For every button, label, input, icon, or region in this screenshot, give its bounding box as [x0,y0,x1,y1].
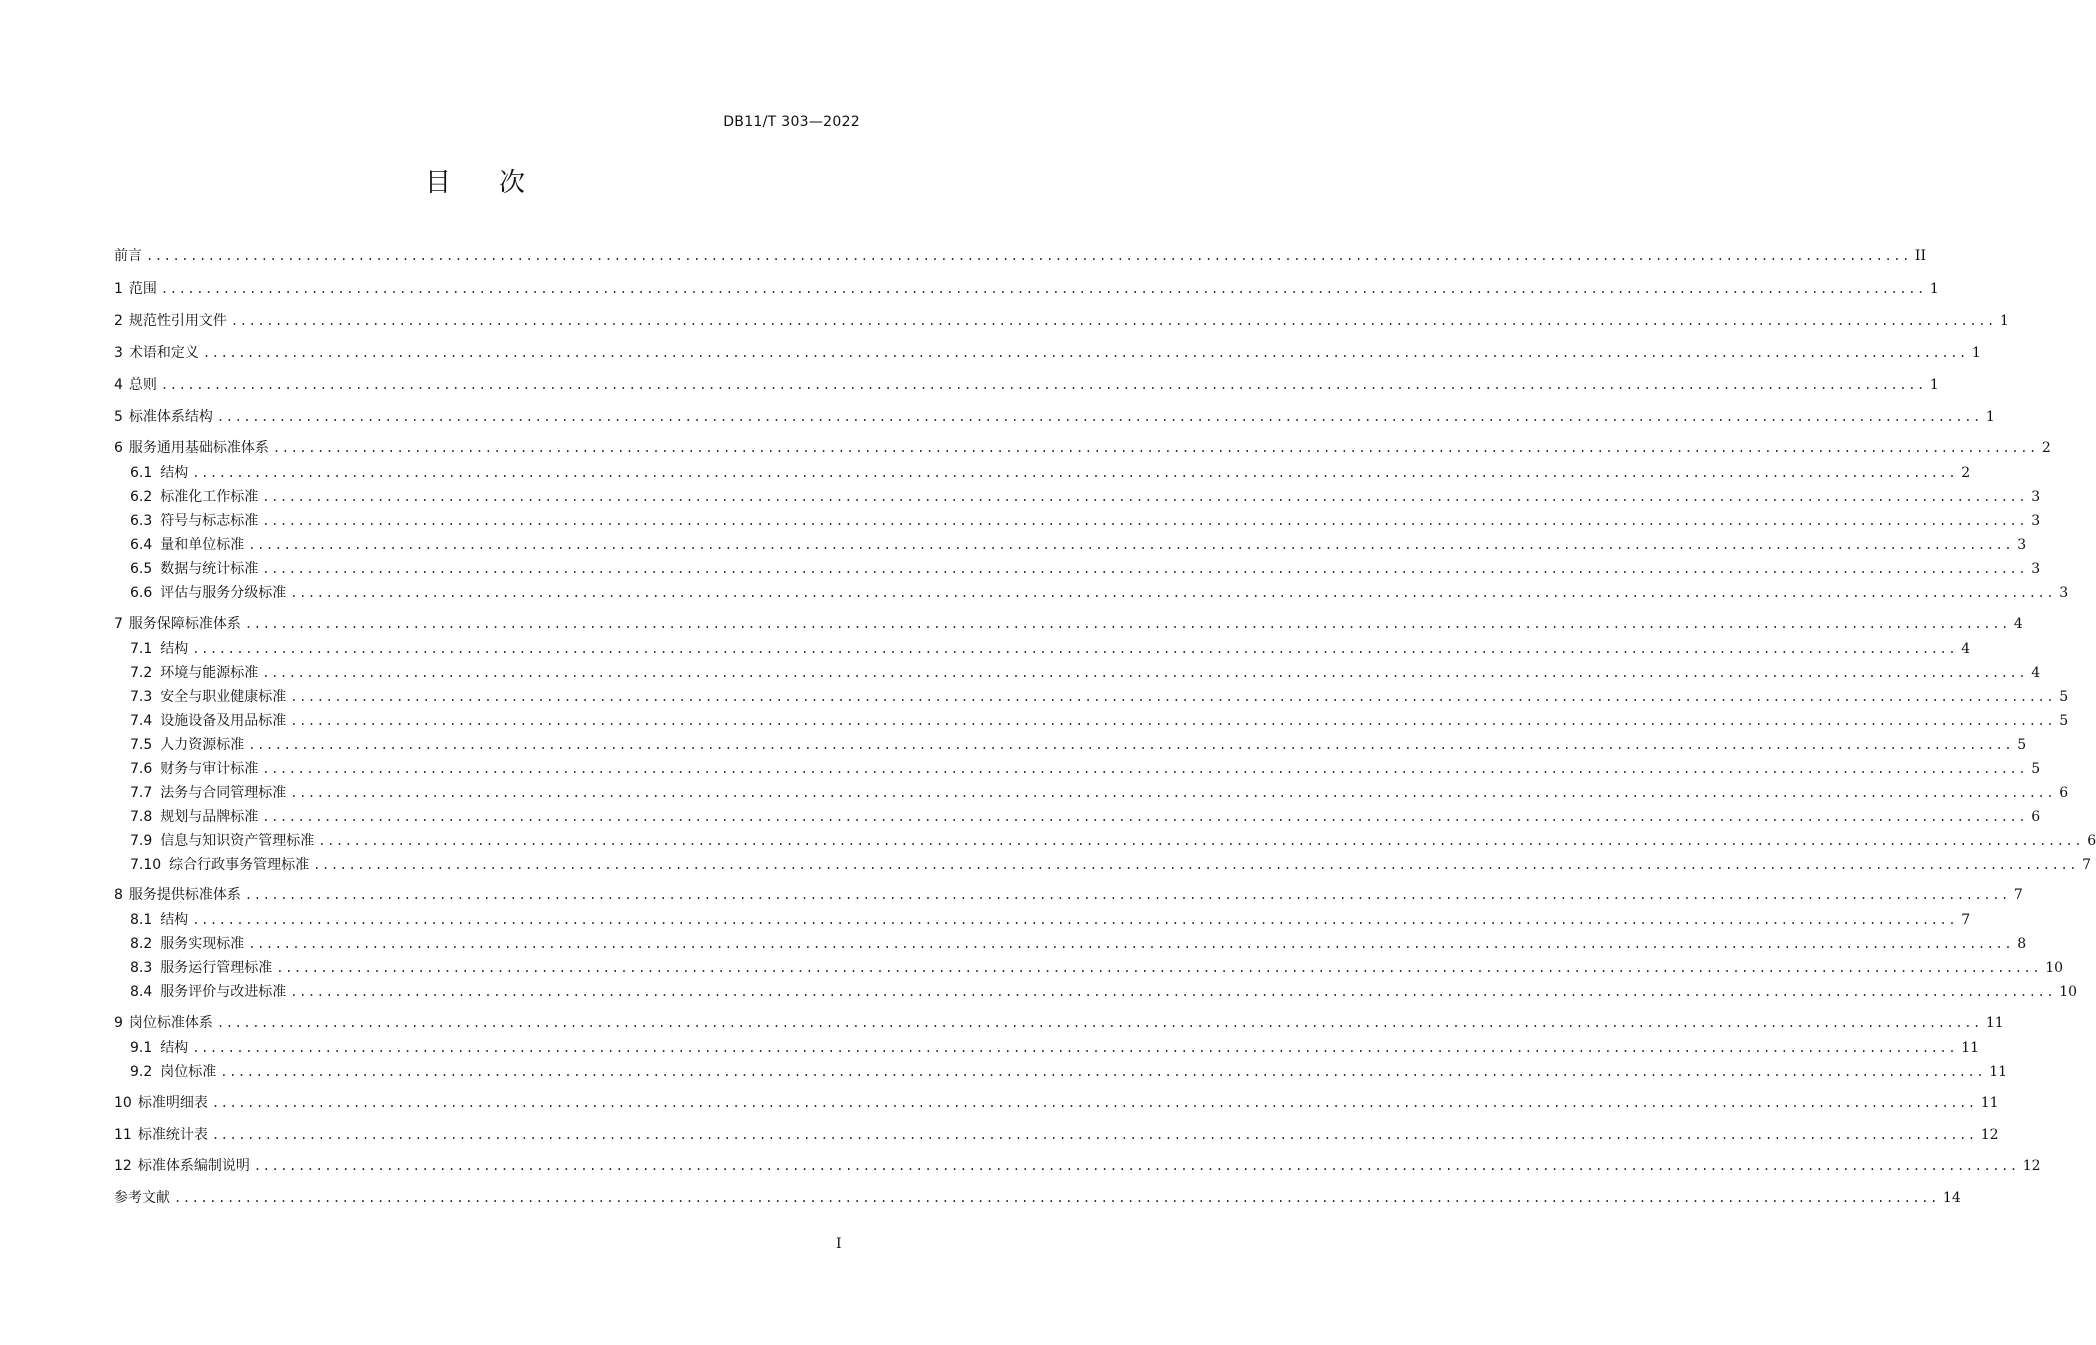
toc-entry-number: 7.1 [130,641,153,657]
toc-title: 目次 [424,168,573,198]
toc-entry[interactable] [130,710,2069,732]
page-number: I [836,1236,842,1252]
toc-entry-page: 1 [1999,313,2009,329]
toc-entry-text: 服务提供标准体系 [128,887,241,903]
toc-entry-text: 数据与统计标准 [160,561,259,577]
toc-entry-page: 10 [2059,984,2078,1000]
toc-entry-number: 8 [114,887,123,903]
toc-entry-number: 7.9 [130,833,153,849]
toc-entry[interactable] [130,933,2027,955]
toc-entry-text: 岗位标准 [160,1064,217,1080]
toc-entry-label [114,342,199,364]
toc-entry-label [130,1061,216,1083]
toc-entry-number: 7.3 [130,689,153,705]
toc-entry-page: 1 [1929,377,1939,393]
toc-entry[interactable] [130,1037,1980,1059]
toc-entry-label [130,662,258,684]
toc-entry-page: 11 [1961,1040,1980,1056]
toc-entry-page: 3 [2031,513,2041,529]
toc-entry-text: 评估与服务分级标准 [160,585,287,601]
toc-entry-page: 7 [1961,912,1971,928]
toc-entry-label [130,933,244,955]
toc-entry-label [130,782,286,804]
toc-entry-label [130,854,309,876]
toc-entry[interactable] [130,686,2069,708]
toc-entry[interactable] [114,1012,2004,1034]
toc-entry-number: 7.5 [130,737,153,753]
toc-entry[interactable] [130,582,2069,604]
toc-entry-text: 综合行政事务管理标准 [169,857,310,873]
toc-entry-number: 7.10 [130,857,162,873]
toc-entry-text: 环境与能源标准 [160,665,259,681]
toc-entry-page: 4 [2013,616,2023,632]
toc-entry-label [130,758,258,780]
toc-dot-leader: ........................................................................................................................................................................................................ [248,738,2014,752]
toc-entry[interactable] [114,278,1939,300]
toc-entry-label [130,909,188,931]
toc-entry-page: 11 [1985,1015,2004,1031]
toc-entry-number: 7.8 [130,809,153,825]
toc-entry[interactable] [114,342,1981,364]
toc-dot-leader: ........................................................................................................................................................................................................ [230,314,1996,328]
toc-entry-text: 岗位标准体系 [128,1015,213,1031]
toc-entry-label [130,462,188,484]
toc-entry-text: 服务保障标准体系 [128,616,241,632]
toc-entry-label [130,1037,188,1059]
toc-entry-page: 6 [2087,833,2096,849]
toc-entry-text: 术语和定义 [128,345,199,361]
toc-dot-leader: ........................................................................................................................................................................................................ [244,888,2010,902]
toc-entry[interactable] [114,1155,2041,1177]
toc-entry-number: 8.1 [130,912,153,928]
toc-dot-leader: ........................................................................................................................................................................................................ [211,1096,1977,1110]
toc-entry-label [114,1187,170,1209]
toc-entry-label [114,245,142,267]
toc-dot-leader: ........................................................................................................................................................................................................ [290,690,2056,704]
toc-dot-leader: ........................................................................................................................................................................................................ [290,985,2056,999]
toc-entry-number: 3 [114,345,123,361]
toc-entry-label [130,830,314,852]
toc-entry-text: 前言 [114,248,142,264]
toc-entry-text: 安全与职业健康标准 [160,689,287,705]
toc-entry-text: 人力资源标准 [160,737,245,753]
toc-dot-leader: ........................................................................................................................................................................................................ [276,961,2042,975]
toc-entry-page: 7 [2082,857,2092,873]
toc-dot-leader: ........................................................................................................................................................................................................ [262,666,2028,680]
toc-entry-number: 6.6 [130,585,153,601]
toc-entry-label [130,806,258,828]
toc-dot-leader: ........................................................................................................................................................................................................ [290,586,2056,600]
toc-entry-page: 4 [1961,641,1971,657]
toc-entry-text: 总则 [128,377,157,393]
toc-entry-page: 8 [2017,936,2027,952]
toc-dot-leader: ........................................................................................................................................................................................................ [248,937,2014,951]
toc-dot-leader: ........................................................................................................................................................................................................ [244,617,2010,631]
toc-entry-number: 10 [114,1095,132,1111]
toc-entry-text: 结构 [160,465,189,481]
toc-entry-text: 标准体系结构 [128,409,213,425]
toc-entry-label [114,884,241,906]
toc-entry-number: 1 [114,281,123,297]
toc-entry-label [114,613,241,635]
toc-dot-leader: ........................................................................................................................................................................................................ [192,1041,1958,1055]
toc-entry-number: 9.2 [130,1064,153,1080]
toc-entry-number: 9.1 [130,1040,153,1056]
toc-entry[interactable] [114,1187,1961,1209]
toc-entry[interactable] [114,1124,1999,1146]
toc-dot-leader: ........................................................................................................................................................................................................ [192,913,1958,927]
toc-entry-label [130,510,258,532]
toc-entry-text: 规范性引用文件 [128,313,227,329]
toc-entry-label [114,1155,250,1177]
toc-dot-leader: ........................................................................................................................................................................................................ [216,1016,1982,1030]
toc-entry-page: II [1914,248,1926,264]
toc-entry-text: 标准统计表 [137,1127,208,1143]
toc-entry-page: 1 [1985,409,1995,425]
toc-entry-text: 法务与合同管理标准 [160,785,287,801]
toc-entry[interactable] [114,613,2023,635]
toc-entry-page: 12 [1980,1127,1999,1143]
toc-entry[interactable] [130,782,2069,804]
toc-entry[interactable] [130,806,2041,828]
toc-entry-number: 8.2 [130,936,153,952]
toc-entry-label [114,310,227,332]
toc-entry-label [114,278,157,300]
toc-dot-leader: ........................................................................................................................................................................................................ [192,466,1958,480]
toc-entry-number: 6.3 [130,513,153,529]
toc-entry-page: 1 [1971,345,1981,361]
toc-entry-number: 6.1 [130,465,153,481]
toc-entry-page: 11 [1989,1064,2008,1080]
toc-entry-number: 7.7 [130,785,153,801]
toc-entry-number: 9 [114,1015,123,1031]
toc-entry-number: 7.4 [130,713,153,729]
toc-entry[interactable] [130,909,1971,931]
toc-entry-text: 信息与知识资产管理标准 [160,833,315,849]
toc-entry-text: 参考文献 [114,1190,170,1206]
toc-entry[interactable] [130,758,2041,780]
toc-entry-label [114,1012,213,1034]
toc-entry-number: 4 [114,377,123,393]
toc-entry-label [130,710,286,732]
toc-entry-number: 5 [114,409,123,425]
toc-entry-text: 量和单位标准 [160,537,245,553]
toc-entry-page: 11 [1980,1095,1999,1111]
toc-entry-label [130,486,258,508]
toc-entry-text: 范围 [128,281,157,297]
toc-entry-page: 5 [2017,737,2027,753]
toc-entry[interactable] [114,374,1939,396]
toc-entry-number: 8.4 [130,984,153,1000]
toc-entry-page: 3 [2031,561,2041,577]
toc-entry-label [130,981,286,1003]
toc-entry[interactable] [130,662,2041,684]
toc-dot-leader: ........................................................................................................................................................................................................ [211,1128,1977,1142]
toc-entry-label [114,1092,208,1114]
toc-entry-text: 结构 [160,912,189,928]
toc-entry-text: 服务运行管理标准 [160,960,273,976]
toc-dot-leader: ........................................................................................................................................................................................................ [290,714,2056,728]
toc-entry[interactable] [114,884,2023,906]
toc-entry-text: 结构 [160,1040,189,1056]
toc-entry[interactable] [130,534,2027,556]
toc-entry-label [130,734,244,756]
toc-entry[interactable] [130,486,2041,508]
toc-entry-page: 4 [2031,665,2041,681]
toc-entry-text: 标准化工作标准 [160,489,259,505]
toc-entry-number: 7.2 [130,665,153,681]
toc-entry[interactable] [130,981,2078,1003]
toc-entry-text: 服务评价与改进标准 [160,984,287,1000]
toc-entry-text: 规划与品牌标准 [160,809,259,825]
toc-entry-label [130,686,286,708]
toc-entry-number: 8.3 [130,960,153,976]
toc-entry-number: 2 [114,313,123,329]
toc-dot-leader: ........................................................................................................................................................................................................ [146,249,1911,263]
toc-dot-leader: ........................................................................................................................................................................................................ [262,562,2028,576]
toc-dot-leader: ........................................................................................................................................................................................................ [220,1065,1986,1079]
toc-dot-leader: ........................................................................................................................................................................................................ [160,378,1926,392]
toc-entry-page: 1 [1929,281,1939,297]
toc-entry[interactable] [114,245,1926,267]
toc-entry[interactable] [114,310,2009,332]
toc-entry-page: 12 [2022,1158,2041,1174]
toc-entry-label [114,406,213,428]
toc-dot-leader: ........................................................................................................................................................................................................ [160,282,1926,296]
toc-entry-text: 服务通用基础标准体系 [128,440,269,456]
toc-entry[interactable] [130,638,1971,660]
toc-entry-page: 10 [2045,960,2064,976]
toc-dot-leader: ........................................................................................................................................................................................................ [262,762,2028,776]
toc-entry-number: 6.5 [130,561,153,577]
toc-entry-number: 6 [114,440,123,456]
toc-entry-page: 2 [2041,440,2051,456]
toc-entry[interactable] [130,510,2041,532]
toc-dot-leader: ........................................................................................................................................................................................................ [253,1159,2019,1173]
standard-code: DB11/T 303—2022 [723,114,860,130]
toc-entry-text: 符号与标志标准 [160,513,259,529]
toc-entry-page: 5 [2059,713,2069,729]
toc-dot-leader: ........................................................................................................................................................................................................ [313,858,2079,872]
toc-entry-text: 财务与审计标准 [160,761,259,777]
toc-entry[interactable] [130,1061,2008,1083]
toc-entry-label [130,582,286,604]
toc-dot-leader: ........................................................................................................................................................................................................ [216,410,1982,424]
toc-entry-number: 12 [114,1158,132,1174]
toc-entry-page: 14 [1942,1190,1961,1206]
toc-dot-leader: ........................................................................................................................................................................................................ [262,490,2028,504]
toc-entry-number: 11 [114,1127,132,1143]
toc-entry[interactable] [130,854,2092,876]
toc-entry-text: 服务实现标准 [160,936,245,952]
toc-entry-label [130,638,188,660]
toc-entry-page: 3 [2059,585,2069,601]
toc-entry-label [130,558,258,580]
toc-entry-label [114,374,157,396]
toc-entry-page: 7 [2013,887,2023,903]
toc-entry-label [130,957,272,979]
toc-entry[interactable] [114,1092,1999,1114]
toc-entry-page: 6 [2031,809,2041,825]
toc-dot-leader: ........................................................................................................................................................................................................ [290,786,2056,800]
toc-entry-page: 5 [2031,761,2041,777]
toc-entry-text: 标准明细表 [137,1095,208,1111]
toc-entry-page: 3 [2017,537,2027,553]
toc-entry[interactable] [130,462,1971,484]
toc-dot-leader: ........................................................................................................................................................................................................ [248,538,2014,552]
toc-dot-leader: ........................................................................................................................................................................................................ [262,810,2028,824]
toc-entry-label [114,1124,208,1146]
toc-entry-number: 6.4 [130,537,153,553]
toc-dot-leader: ........................................................................................................................................................................................................ [272,441,2038,455]
toc-entry[interactable] [130,734,2027,756]
toc-entry-label [114,437,269,459]
toc-entry[interactable] [130,558,2041,580]
toc-entry-page: 3 [2031,489,2041,505]
toc-dot-leader: ........................................................................................................................................................................................................ [202,346,1968,360]
toc-entry-number: 7.6 [130,761,153,777]
toc-entry[interactable] [130,957,2064,979]
toc-entry-page: 5 [2059,689,2069,705]
toc-dot-leader: ........................................................................................................................................................................................................ [262,514,2028,528]
toc-entry-page: 6 [2059,785,2069,801]
toc-entry-text: 结构 [160,641,189,657]
toc-dot-leader: ........................................................................................................................................................................................................ [174,1191,1939,1205]
toc-entry-text: 设施设备及用品标准 [160,713,287,729]
toc-entry-text: 标准体系编制说明 [137,1158,250,1174]
toc-entry-page: 2 [1961,465,1971,481]
toc-entry-label [130,534,244,556]
toc-dot-leader: ........................................................................................................................................................................................................ [192,642,1958,656]
toc-entry[interactable] [114,406,1995,428]
toc-entry-number: 6.2 [130,489,153,505]
toc-entry[interactable] [114,437,2051,459]
toc-dot-leader: ........................................................................................................................................................................................................ [318,834,2084,848]
toc-entry-number: 7 [114,616,123,632]
toc-entry[interactable] [130,830,2096,852]
